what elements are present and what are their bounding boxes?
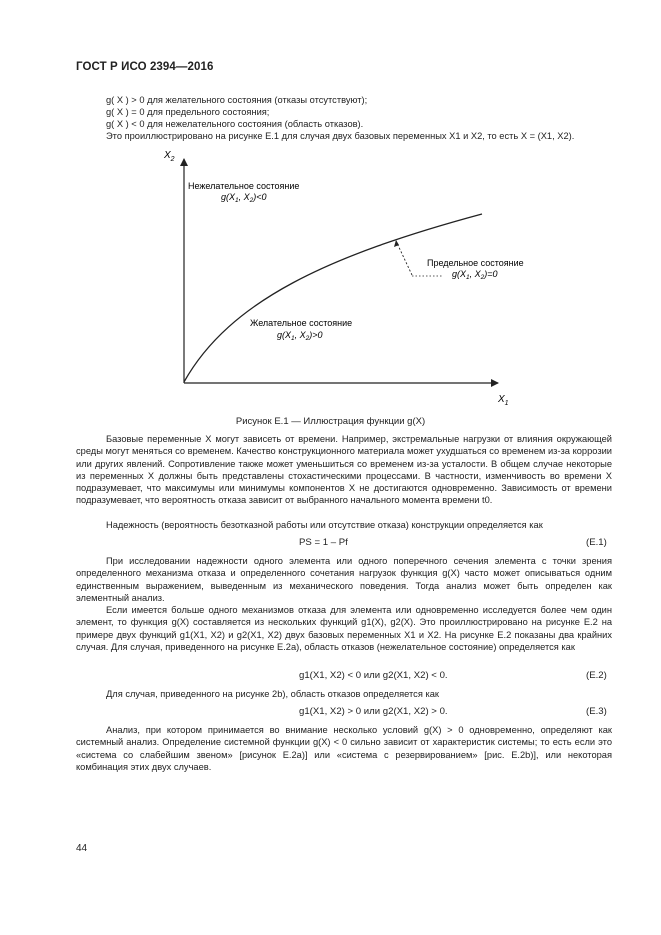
limit-state-curve [184,214,482,382]
paragraph-2: Надежность (вероятность безотказной работы или отсутствие отказа) конструкции определяется как [106,520,543,530]
equation-e2-number: (E.2) [586,670,607,681]
paragraph-5: Для случая, приведенного на рисунке 2b), область отказов определяется как [106,689,439,699]
intro-line-4: Это проиллюстрировано на рисунке Е.1 для случая двух базовых переменных X1 и X2, то есть X = (X1, X2). [106,131,575,141]
equation-e3-number: (E.3) [586,706,607,717]
limit-state-label: Предельное состояние [427,258,524,268]
figure-e1 [0,0,661,430]
document-header: ГОСТ Р ИСО 2394—2016 [76,61,214,73]
undesired-state-formula: $g(X_1$, $X_2)<0$ [221,192,267,204]
equation-e3: g1(X1, X2) > 0 или g2(X1, X2) > 0. [299,706,448,717]
y-axis-label: $X_2$ [164,150,175,163]
paragraph-6: Анализ, при котором принимается во внимание несколько условий g(X) > 0 одновременно, определяют как системный анализ. Определение системной функции g(X) < 0 сильно зависит от характеристик системы; то есть если это «система со слабейшим звеном» [рисунок Е.2а)] или «система с резервированием» [рис. Е.2b)], или некоторая комбинация этих двух случаев. [76,725,612,772]
limit-state-formula: $g(X_1$, $X_2)=0$ [452,269,498,281]
paragraph-3: При исследовании надежности одного элемента или одного поперечного сечения элемента с точки зрения определенного механизма отказа и определенного сочетания нагрузок функция g(X) часто может описываться одним единственным выражением, выведенным из механического поведения. Тогда анализ может быть определен как элементный анализ. [76,556,612,603]
equation-e1: PS = 1 – Pf [299,537,348,548]
page-number: 44 [76,843,88,854]
intro-line-1: g( X ) > 0 для желательного состояния (отказы отсутствуют); [106,95,368,105]
x-axis-label: $X_1$ [498,394,509,407]
leader-line [396,241,412,275]
intro-line-2: g( X ) = 0 для предельного состояния; [106,107,270,117]
equation-e2: g1(X1, X2) < 0 или g2(X1, X2) < 0. [299,670,448,681]
paragraph-1: Базовые переменные X могут зависеть от времени. Например, экстремальные нагрузки от влияния окружающей среды могут меняться со временем. Качество конструкционного материала может ухудшаться со временем из-за коррозии или других явлений. Сопротивление также может уменьшиться со временем из-за усталости. В общем случае некоторые из переменных X должны быть представлены стохастическими процессами. В частности, изменчивость во времени X подразумевает, что максимумы или минимумы компонентов X не достигаются одновременно. Зависимость от времени подразумевает, что вероятность отказа зависит от выбранного начального момента времени t0. [76,434,612,506]
desired-state-label: Желательное состояние [250,318,353,328]
equation-e1-number: (E.1) [586,537,607,548]
figure-caption: Рисунок Е.1 — Иллюстрация функции g(X) [235,416,426,427]
paragraph-4: Если имеется больше одного механизмов отказа для элемента или одновременно исследуется более чем один элемент, то функция g(X) составляется из нескольких функций g1(X), g2(X). Это проиллюстрировано на рисунке Е.2 на примере двух функций g1(X1, X2) и g2(X1, X2) двух базовых переменных X1 и X2. На рисунке Е.2 показаны два крайних случая. Для случая, приведенного на рисунке Е.2а), область отказов (нежелательное состояние) определяется как [76,605,612,652]
desired-state-formula: $g(X_1$, $X_2)>0$ [277,330,323,342]
undesired-state-label: Нежелательное состояние [188,181,300,191]
intro-line-3: g( X ) < 0 для нежелательного состояния (область отказов). [106,119,364,129]
